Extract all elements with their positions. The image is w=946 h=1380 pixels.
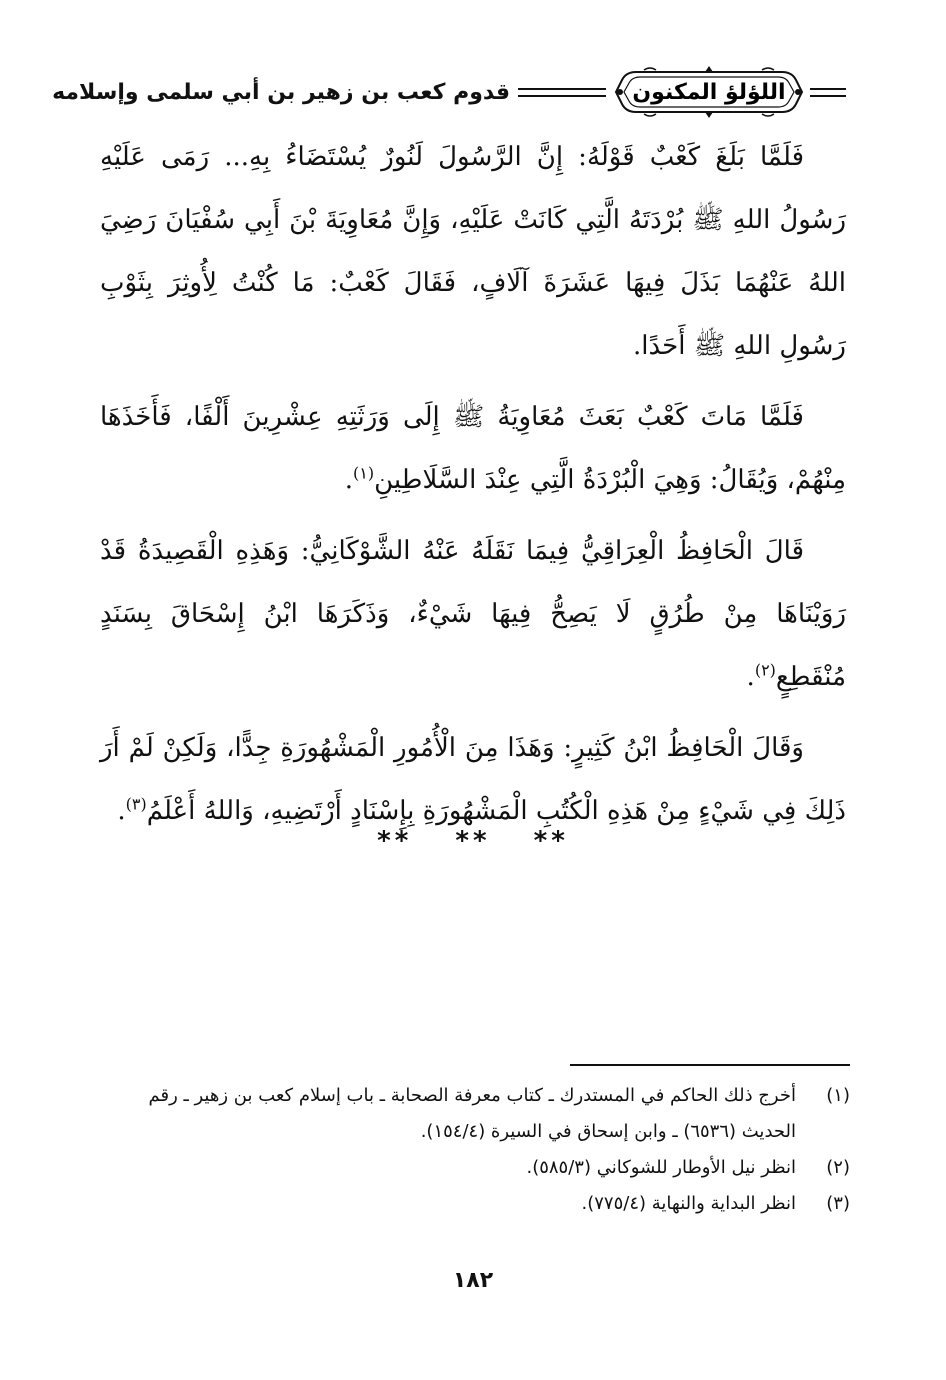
paragraph-text: قَالَ الْحَافِظُ الْعِرَاقِيُّ فِيمَا نَقَلَهُ عَنْهُ الشَّوْكَانِيُّ: وَهَذِهِ الْقَصِيدَةُ قَدْ رَوَيْنَاهَا مِنْ طُرُقٍ لَا يَصِحُّ فِيهَا شَيْءٌ، وَذَكَرَهَا ابْنُ إِسْحَاقَ بِسَنَدٍ مُنْقَطِعٍ bbox=[100, 536, 846, 692]
footnote-text: أخرج ذلك الحاكم في المستدرك ـ كتاب معرفة الصحابة ـ باب إسلام كعب بن زهير ـ رقم الحديث (٦٥٣٦) ـ وابن إسحاق في السيرة (١٥٤/٤). bbox=[148, 1085, 796, 1142]
footnote-reference[interactable]: (٣) bbox=[125, 794, 147, 814]
book-title: اللؤلؤ المكنون bbox=[632, 79, 786, 105]
paragraph bbox=[100, 126, 846, 378]
footnotes bbox=[100, 1078, 850, 1222]
header-rule-middle bbox=[518, 88, 606, 97]
paragraph-text: فَلَمَّا مَاتَ كَعْبٌ بَعَثَ مُعَاوِيَةُ ﷺ إِلَى وَرَثَتِهِ عِشْرِينَ أَلْفًا، فَأَخَذَهَا مِنْهُمْ، وَيُقَالُ: وَهِيَ الْبُرْدَةُ الَّتِي عِنْدَ السَّلَاطِينِ bbox=[100, 402, 846, 495]
chapter-title: قدوم كعب بن زهير بن أبي سلمى وإسلامه bbox=[52, 79, 510, 105]
header-rule-right bbox=[810, 88, 846, 97]
paragraph-text: وَقَالَ الْحَافِظُ ابْنُ كَثِيرٍ: وَهَذَا مِنَ الْأُمُورِ الْمَشْهُورَةِ جِدًّا، وَلَكِنْ لَمْ أَرَ ذَلِكَ فِي شَيْءٍ مِنْ هَذِهِ الْكُتُبِ الْمَشْهُورَةِ بِإِسْنَادٍ أَرْتَضِيهِ، وَاللهُ أَعْلَمُ bbox=[100, 733, 846, 826]
footnote-reference[interactable]: (٢) bbox=[754, 660, 776, 680]
footnote bbox=[100, 1186, 850, 1222]
footnote-reference[interactable]: (١) bbox=[353, 463, 375, 483]
page-number: ١٨٢ bbox=[452, 1268, 494, 1293]
footnote-number: (٢) bbox=[826, 1157, 850, 1178]
footnote bbox=[100, 1078, 850, 1150]
footnote-number: (١) bbox=[826, 1085, 850, 1106]
paragraph: فَلَمَّا مَاتَ كَعْبٌ بَعَثَ مُعَاوِيَةُ ﷺ إِلَى وَرَثَتِهِ عِشْرِينَ أَلْفًا، فَأَخَذَهَا مِنْهُمْ، وَيُقَالُ: وَهِيَ الْبُرْدَةُ الَّتِي عِنْدَ السَّلَاطِينِ$^{(١)}$. bbox=[100, 402, 846, 495]
running-header bbox=[52, 52, 846, 132]
book-title-cartouche bbox=[614, 64, 804, 120]
footnote-divider bbox=[570, 1064, 850, 1066]
footnote-text: انظر البداية والنهاية (٧٧٥/٤). bbox=[581, 1193, 796, 1214]
paragraph: قَالَ الْحَافِظُ الْعِرَاقِيُّ فِيمَا نَقَلَهُ عَنْهُ الشَّوْكَانِيُّ: وَهَذِهِ الْقَصِيدَةُ قَدْ رَوَيْنَاهَا مِنْ طُرُقٍ لَا يَصِحُّ فِيهَا شَيْءٌ، وَذَكَرَهَا ابْنُ إِسْحَاقَ بِسَنَدٍ مُنْقَطِعٍ$^{(٢)}$. bbox=[100, 536, 846, 692]
main-text bbox=[100, 126, 846, 851]
paragraph: وَقَالَ الْحَافِظُ ابْنُ كَثِيرٍ: وَهَذَا مِنَ الْأُمُورِ الْمَشْهُورَةِ جِدًّا، وَلَكِنْ لَمْ أَرَ ذَلِكَ فِي شَيْءٍ مِنْ هَذِهِ الْكُتُبِ الْمَشْهُورَةِ بِإِسْنَادٍ أَرْتَضِيهِ، وَاللهُ أَعْلَمُ$^{(٣)}$. bbox=[100, 733, 846, 826]
footnote-text: انظر نيل الأوطار للشوكاني (٥٨٥/٣). bbox=[526, 1157, 796, 1178]
footnote-number: (٣) bbox=[826, 1193, 850, 1214]
section-separator: ** ** ** bbox=[377, 826, 569, 856]
paragraph-text: فَلَمَّا بَلَغَ كَعْبٌ قَوْلَهُ: إِنَّ الرَّسُولَ لَنُورٌ يُسْتَضَاءُ بِهِ... رَمَى عَلَيْهِ رَسُولُ اللهِ ﷺ بُرْدَتَهُ الَّتِي كَانَتْ عَلَيْهِ، وَإِنَّ مُعَاوِيَةَ بْنَ أَبِي سُفْيَانَ رَضِيَ اللهُ عَنْهُمَا بَذَلَ فِيهَا عَشَرَةَ آلَافٍ، فَقَالَ كَعْبٌ: مَا كُنْتُ لِأُوثِرَ بِثَوْبِ رَسُولِ اللهِ ﷺ أَحَدًا. bbox=[100, 142, 846, 361]
footnote bbox=[100, 1150, 850, 1186]
